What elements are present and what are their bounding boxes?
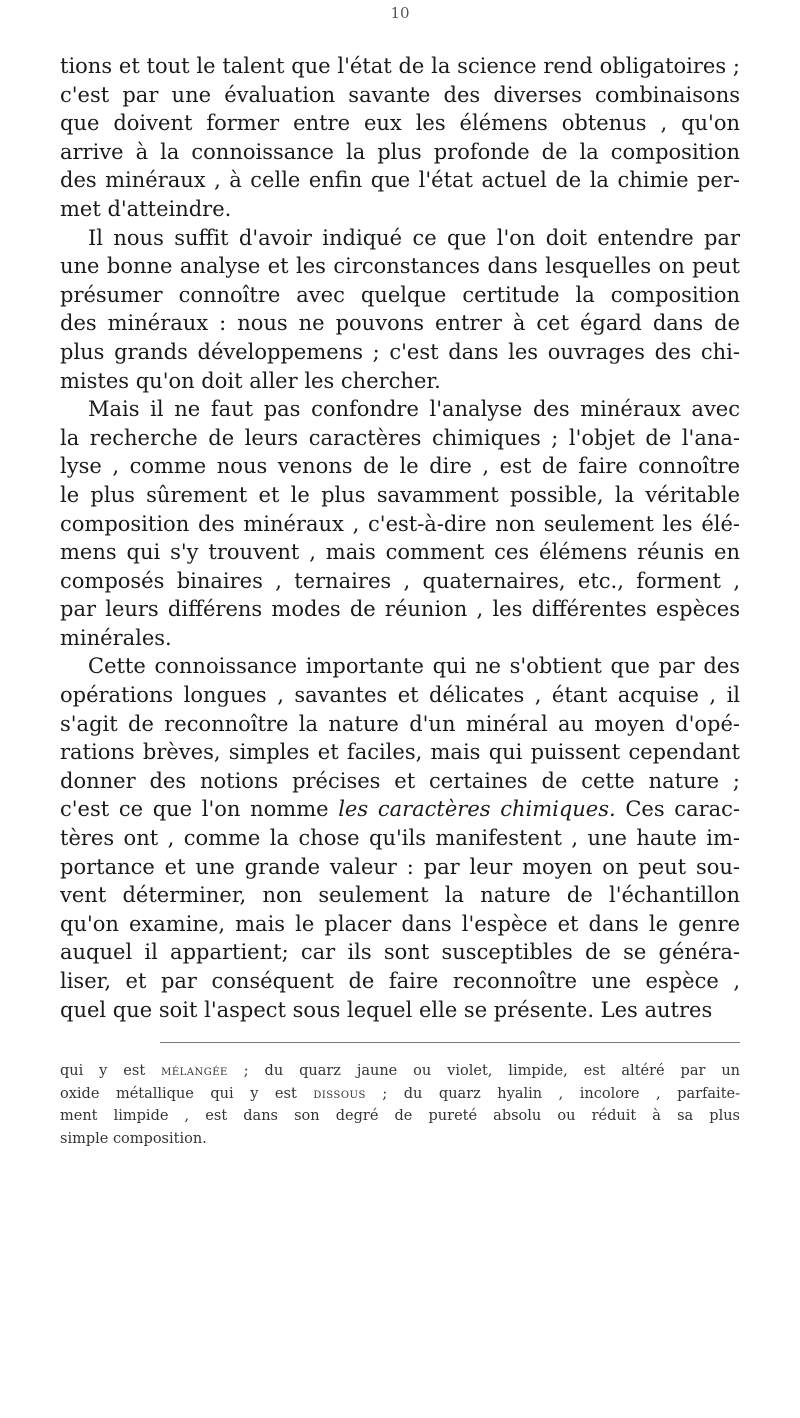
text-line: rations brèves, simples et faciles, mais qui puissent cependant: [60, 740, 740, 765]
text-line: Il nous suffit d'avoir indiqué ce que l'on doit entendre par: [88, 225, 740, 250]
text-line: auquel il appartient; car ils sont susceptibles de se généra-: [60, 940, 740, 965]
paragraph: [60, 224, 740, 396]
text-line: portance et une grande valeur : par leur moyen on peut sou-: [60, 854, 740, 879]
text-line: lyse , comme nous venons de le dire , est de faire connoître: [60, 454, 740, 479]
text-line: le plus sûrement et le plus savamment possible, la véritable: [60, 482, 740, 507]
footnote-line: simple composition.: [60, 1130, 207, 1147]
text-line: tions et tout le talent que l'état de la science rend obligatoires ;: [60, 54, 740, 78]
text-line: minérales.: [60, 625, 172, 650]
footnote-line: qui y est mélangée ; du quarz jaune ou violet, limpide, est altéré par un: [60, 1063, 740, 1080]
text-line: met d'atteindre.: [60, 196, 232, 221]
footnote: [60, 1060, 740, 1150]
text-line: opérations longues , savantes et délicates , étant acquise , il: [60, 683, 740, 708]
text-line: vent déterminer, non seulement la nature de l'échantillon: [60, 883, 740, 908]
text-line: composition des minéraux , c'est-à-dire non seulement les élé-: [60, 511, 740, 536]
page-number: 10: [390, 4, 410, 22]
text-line: quel que soit l'aspect sous lequel elle se présente. Les autres: [60, 997, 713, 1022]
italic-term: les caractères chimiques.: [338, 797, 616, 822]
text-line: des minéraux : nous ne pouvons entrer à cet égard dans de: [60, 311, 740, 336]
text-line: mens qui s'y trouvent , mais comment ces élémens réunis en: [60, 540, 740, 565]
text-line: plus grands développemens ; c'est dans les ouvrages des chi-: [60, 339, 740, 364]
text-line: la recherche de leurs caractères chimiques ; l'objet de l'ana-: [60, 425, 740, 450]
text-line: tères ont , comme la chose qu'ils manifestent , une haute im-: [60, 826, 740, 851]
footnote-separator: [160, 1042, 740, 1043]
small-caps-term: mélangée: [161, 1063, 228, 1080]
footnote-line: ment limpide , est dans son degré de pureté absolu ou réduit à sa plus: [60, 1108, 740, 1125]
text-line: une bonne analyse et les circonstances dans lesquelles on peut: [60, 254, 740, 279]
body-text: [60, 52, 740, 1024]
text-line: par leurs différens modes de réunion , les différentes espèces: [60, 597, 740, 622]
text-line: c'est par une évaluation savante des diverses combinaisons: [60, 82, 740, 107]
text-line: s'agit de reconnoître la nature d'un minéral au moyen d'opé-: [60, 711, 740, 736]
text-line: que doivent former entre eux les élémens obtenus , qu'on: [60, 111, 740, 136]
text-line: présumer connoître avec quelque certitude la composition: [60, 282, 740, 307]
text-line: arrive à la connoissance la plus profonde de la composition: [60, 139, 740, 164]
small-caps-term: dissous: [313, 1085, 366, 1102]
text-line: composés binaires , ternaires , quaternaires, etc., forment ,: [60, 568, 740, 593]
text-line: des minéraux , à celle enfin que l'état actuel de la chimie per-: [60, 168, 740, 193]
text-line: donner des notions précises et certaines de cette nature ;: [60, 768, 740, 793]
text-line: c'est ce que l'on nomme les caractères chimiques. Ces carac-: [60, 797, 741, 822]
text-line: mistes qu'on doit aller les chercher.: [60, 368, 441, 393]
text-line: liser, et par conséquent de faire reconnoître une espèce ,: [60, 969, 740, 993]
text-line: qu'on examine, mais le placer dans l'espèce et dans le genre: [60, 911, 740, 936]
paragraph: [60, 395, 740, 652]
paragraph: [60, 52, 740, 224]
footnote-line: oxide métallique qui y est dissous ; du quarz hyalin , incolore , parfaite-: [60, 1085, 740, 1102]
text-line: Mais il ne faut pas confondre l'analyse des minéraux avec: [88, 397, 740, 422]
paragraph: [60, 652, 740, 1024]
text-line: Cette connoissance importante qui ne s'obtient que par des: [88, 654, 740, 679]
